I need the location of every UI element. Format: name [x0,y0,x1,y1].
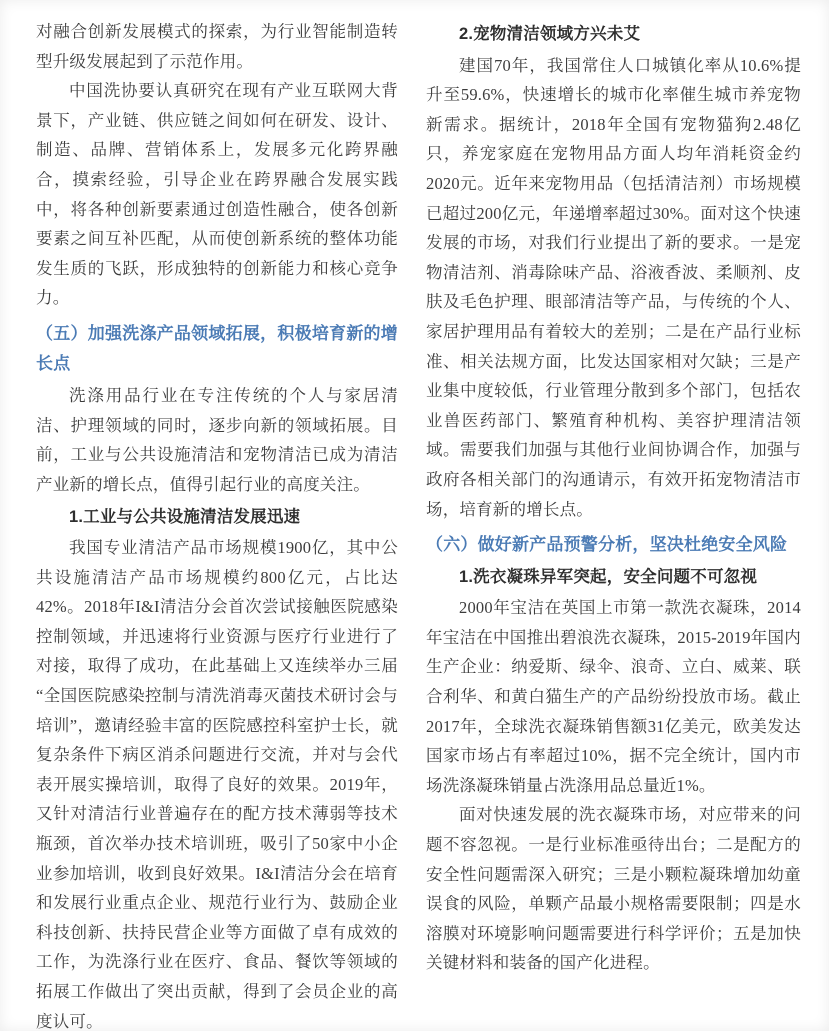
sub-heading: 2.宠物清洁领域方兴未艾 [459,25,641,43]
sub-heading: 1.洗衣凝珠异军突起，安全问题不可忽视 [459,567,758,586]
left-column [36,17,398,1031]
paragraph: 洗涤用品行业在专注传统的个人与家居清洁、护理领域的同时，逐步向新的领域拓展。目前，工业与公共设施清洁和宠物清洁已成为清洁产业新的增长点，值得引起行业的高度关注。 [36,386,398,494]
paragraph: 2000年宝洁在英国上市第一款洗衣凝珠，2014年宝洁在中国推出碧浪洗衣凝珠，2015-2019年国内生产企业：纳爱斯、绿伞、浪奇、立白、威莱、联合利华、和黄白猫生产的产品纷纷投放市场。截止2017年，全球洗衣凝珠销售额31亿美元，欧美发达国家市场占有率超过10%，据不完全统计，国内市场洗涤凝珠销量占洗涤用品总量近1%。 [426,598,801,795]
paragraph: 中国洗协要认真研究在现有产业互联网大背景下，产业链、供应链之间如何在研发、设计、制造、品牌、营销体系上，发展多元化跨界融合，摸索经验，引导企业在跨界融合发展实践中，将各种创新要素通过创造性融合，使各创新要素之间互补匹配，从而使创新系统的整体功能发生质的飞跃，形成独特的创新能力和核心竞争力。 [36,81,398,308]
paragraph: 面对快速发展的洗衣凝珠市场，对应带来的问题不容忽视。一是行业标准亟待出台；二是配方的安全性问题需深入研究；三是小颗粒凝珠增加幼童误食的风险，单颗产品最小规格需要限制；四是水溶膜对环境影响问题需要进行科学评价；五是加快关键材料和装备的国产化进程。 [426,805,801,973]
sub-heading: 1.工业与公共设施清洁发展迅速 [69,507,301,526]
paragraph: 我国专业清洁产品市场规模1900亿，其中公共设施清洁产品市场规模约800亿元，占比达42%。2018年I&I清洁分会首次尝试接触医院感染控制领域，并迅速将行业资源与医疗行业进行了对接，取得了成功，在此基础上又连续举办三届“全国医院感染控制与清洗消毒灭菌技术研讨会与培训”，邀请经验丰富的医院感控科室护士长，就复杂条件下病区消杀问题进行交流，并对与会代表开展实操培训，取得了良好的效果。2019年，又针对清洁行业普遍存在的配方技术薄弱等技术瓶颈，首次举办技术培训班，吸引了50家中小企业参加培训，收到良好效果。I&I清洁分会在培育和发展行业重点企业、规范行业行为、鼓励企业科技创新、扶持民营企业等方面做了卓有成效的工作，为洗涤行业在医疗、食品、餐饮等领域的拓展工作做出了突出贡献，得到了会员企业的高度认可。 [36,538,398,1031]
right-column [426,17,801,1031]
section-heading: （六）做好新产品预警分析，坚决杜绝安全风险 [426,535,788,555]
paragraph: 对融合创新发展模式的探索，为行业智能制造转型升级发展起到了示范作用。 [36,22,398,71]
paragraph: 建国70年，我国常住人口城镇化率从10.6%提升至59.6%，快速增长的城市化率催生城市养宠物新需求。据统计，2018年全国有宠物猫狗2.48亿只，养宠家庭在宠物用品方面人均年消耗资金约2020元。近年来宠物用品（包括清洁剂）市场规模已超过200亿元，年递增率超过30%。面对这个快速发展的市场，对我们行业提出了新的要求。一是宠物清洁剂、消毒除味产品、浴液香波、柔顺剂、皮肤及毛色护理、眼部清洁等产品，与传统的个人、家居护理用品有着较大的差别；二是在产品行业标准、相关法规方面，比发达国家相对欠缺；三是产业集中度较低，行业管理分散到多个部门，包括农业兽医药部门、繁殖育种机构、美容护理清洁领域。需要我们加强与其他行业间协调合作，加强与政府各相关部门的沟通请示，有效开拓宠物清洁市场，培育新的增长点。 [426,55,801,519]
section-heading: （五）加强洗涤产品领域拓展，积极培育新的增长点 [36,323,398,373]
